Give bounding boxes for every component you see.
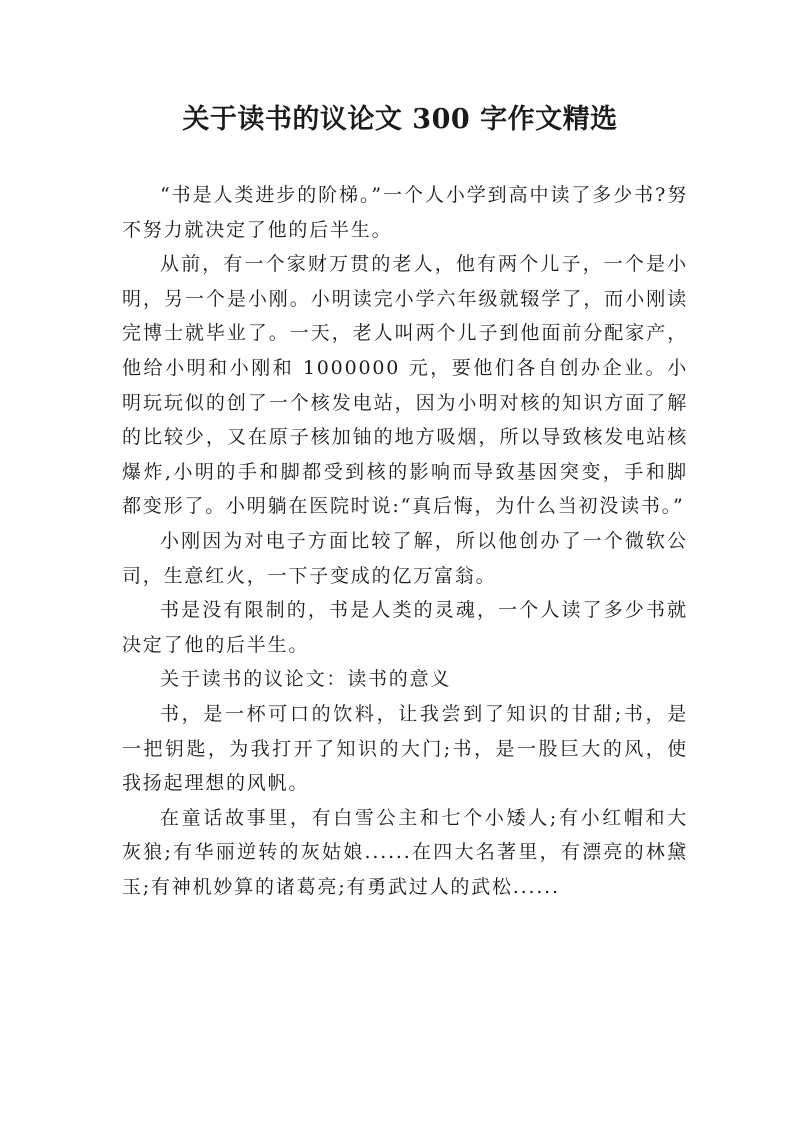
paragraph: 在童话故事里，有白雪公主和七个小矮人;有小红帽和大灰狼;有华丽逆转的灰姑娘......在四大名著里，有漂亮的林黛玉;有神机妙算的诸葛亮;有勇武过人的武松...... xyxy=(122,806,688,898)
document-body xyxy=(122,178,688,904)
document-title: 关于读书的议论文 300 字作文精选 xyxy=(182,104,618,135)
paragraph: 书是没有限制的，书是人类的灵魂，一个人读了多少书就决定了他的后半生。 xyxy=(122,599,688,656)
section-heading: 关于读书的议论文：读书的意义 xyxy=(160,668,452,691)
paragraph: “书是人类进步的阶梯。”一个人小学到高中读了多少书?努不努力就决定了他的后半生。 xyxy=(122,184,688,241)
paragraph: 书，是一杯可口的饮料，让我尝到了知识的甘甜;书，是一把钥匙，为我打开了知识的大门;书，是一股巨大的风，使我扬起理想的风帆。 xyxy=(122,702,688,795)
paragraph: 从前，有一个家财万贯的老人，他有两个儿子，一个是小明，另一个是小刚。小明读完小学六年级就辍学了，而小刚读完博士就毕业了。一天，老人叫两个儿子到他面前分配家产，他给小明和小刚和 1000000 元，要他们各自创办企业。小明玩玩似的创了一个核发电站，因为小明对核的知识方面了解的比较少，又在原子核加铀的地方吸烟，所以导致核发电站核爆炸,小明的手和脚都受到核的影响而导致基因突变，手和脚都变形了。小明躺在医院时说:“真后悔，为什么当初没读书。” xyxy=(122,253,688,518)
paragraph: 小刚因为对电子方面比较了解，所以他创办了一个微软公司，生意红火，一下子变成的亿万富翁。 xyxy=(122,529,688,587)
